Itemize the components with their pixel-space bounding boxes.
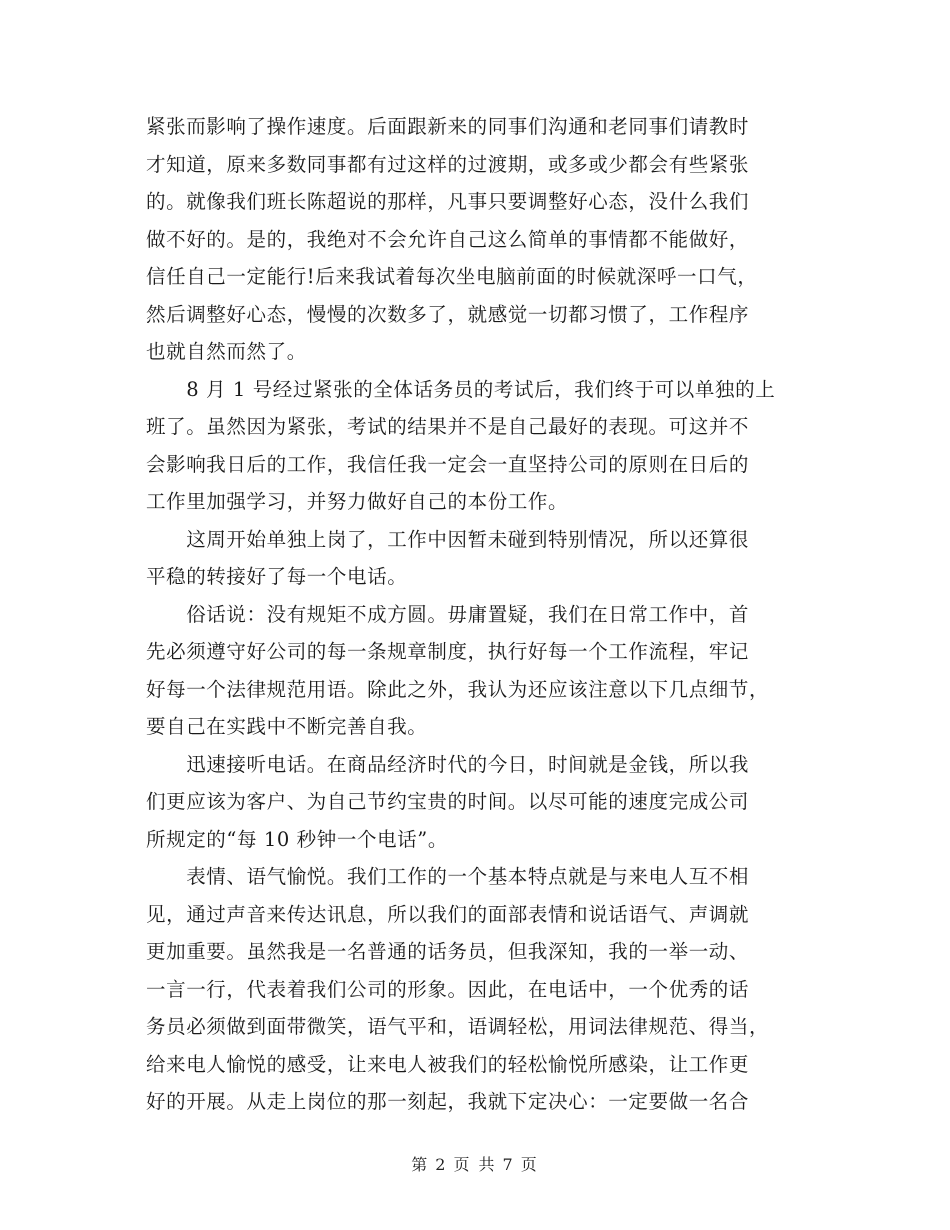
text-line: 一言一行，代表着我们公司的形象。因此，在电话中，一个优秀的话 [146, 977, 750, 1001]
text-line: 迅速接听电话。在商品经济时代的今日，时间就是金钱，所以我 [146, 752, 750, 776]
text-line: 表情、语气愉悦。我们工作的一个基本特点就是与来电人互不相 [146, 865, 750, 888]
text-line: 好每一个法律规范用语。除此之外，我认为还应该注意以下几点细节， [146, 677, 770, 701]
text-line: 做不好的。是的，我绝对不会允许自己这么简单的事情都不能做好， [146, 227, 750, 251]
text-line: 也就自然而然了。 [146, 340, 307, 363]
text-line: 给来电人愉悦的感受，让来电人被我们的轻松愉悦所感染，让工作更 [146, 1052, 750, 1076]
text-line: 们更应该为客户、为自己节约宝贵的时间。以尽可能的速度完成公司 [146, 790, 750, 813]
text-line: 紧张而影响了操作速度。后面跟新来的同事们沟通和老同事们请教时 [146, 115, 750, 138]
text-line: 平稳的转接好了每一个电话。 [146, 565, 408, 588]
text-line: 更加重要。虽然我是一名普通的话务员，但我深知，我的一举一动、 [146, 940, 750, 963]
page-footer [0, 1152, 950, 1175]
text-line: 所规定的“每 10 秒钟一个电话”。 [146, 827, 448, 851]
text-line: 才知道，原来多数同事都有过这样的过渡期，或多或少都会有些紧张 [146, 152, 750, 176]
text-line: 务员必须做到面带微笑，语气平和，语调轻松，用词法律规范、得当， [146, 1015, 770, 1038]
document-body [146, 108, 808, 1121]
text-line: 班了。虽然因为紧张，考试的结果并不是自己最好的表现。可这并不 [146, 415, 750, 438]
text-line: 信任自己一定能行!后来我试着每次坐电脑前面的时候就深呼一口气， [146, 265, 758, 288]
footer-suffix: 页 [520, 1155, 539, 1174]
text-line: 8 月 1 号经过紧张的全体话务员的考试后，我们终于可以单独的上 [146, 377, 776, 401]
text-line: 这周开始单独上岗了，工作中因暂未碰到特别情况，所以还算很 [146, 527, 750, 551]
text-line: 然后调整好心态，慢慢的次数多了，就感觉一切都习惯了，工作程序 [146, 302, 750, 326]
text-line: 会影响我日后的工作，我信任我一定会一直坚持公司的原则在日后的 [146, 452, 750, 476]
footer-prefix: 第 [411, 1155, 430, 1174]
text-line: 先必须遵守好公司的每一条规章制度，执行好每一个工作流程，牢记 [146, 640, 750, 663]
text-line: 的。就像我们班长陈超说的那样，凡事只要调整好心态，没什么我们 [146, 190, 750, 213]
text-line: 要自己在实践中不断完善自我。 [146, 715, 428, 738]
footer-page-number: 2 [435, 1155, 448, 1174]
footer-total-pages: 7 [502, 1155, 515, 1174]
footer-mid: 页 共 [453, 1155, 497, 1174]
text-line: 见，通过声音来传达讯息，所以我们的面部表情和说话语气、声调就 [146, 902, 750, 926]
text-line: 好的开展。从走上岗位的那一刻起，我就下定决心：一定要做一名合 [146, 1090, 750, 1113]
text-line: 俗话说：没有规矩不成方圆。毋庸置疑，我们在日常工作中，首 [146, 602, 750, 626]
text-line: 工作里加强学习，并努力做好自己的本份工作。 [146, 490, 569, 513]
